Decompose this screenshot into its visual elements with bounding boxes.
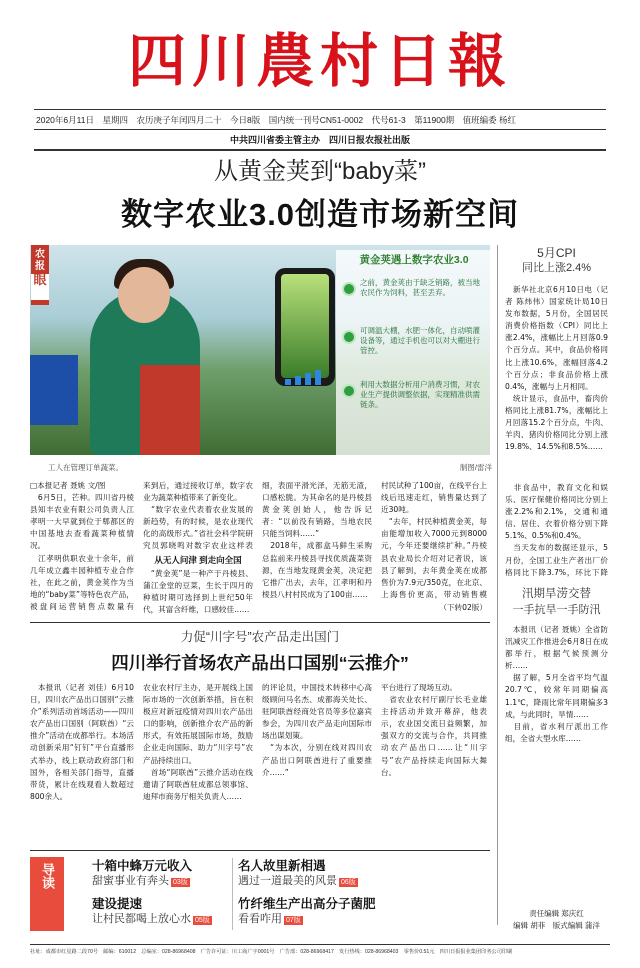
cpi-title: 5月CPI — [537, 246, 576, 260]
graphic-credit: 制图/雷洋 — [459, 463, 492, 472]
footer-line: 社址：成都市红星路二段70号 邮编：610012 总编室：028-86968408 广告许可证：川工商广字0001号 广告部：028-86968417 发行热线：028-86968403 零售价0.51元 四川日报报业集团印务公司印刷 — [30, 944, 610, 958]
guide-item-3-subtext: 遇过一道最美的风景 — [238, 875, 337, 887]
guide-label-text: 导读 — [40, 863, 55, 889]
badge-text: 农报 — [35, 249, 45, 272]
column-badge-eye: 眼 — [31, 274, 49, 300]
guide-item-1-page: 03版 — [173, 879, 188, 886]
guide-item-2-subtext: 让村民都喝上放心水 — [92, 913, 191, 925]
sidebar-divider — [497, 245, 498, 925]
guide-label — [30, 857, 64, 931]
bar-3 — [305, 373, 311, 385]
bar-1 — [285, 379, 291, 385]
info-rule — [34, 129, 606, 130]
info-bullet-2: 可调温大棚，水肥一体化，自动喷灌设备等，通过手机也可以对大棚进行管控。 — [360, 326, 480, 355]
lead-col-1: □本报记者 聂姚 文/图 6月5日，芒种。四川省丹棱县知丰农业有限公司负责人江孝明一大早就到位于郫都区的中国基地去查看蔬菜种植情况。 江孝明供职农业十余年，前几年成立鑫丰园种植专业合作社，在此之前，黄金荚作为当地的“baby菜”等特色农产品，被盘间运营销售点数量有 — [30, 481, 134, 611]
guide-item-4[interactable] — [238, 896, 490, 932]
layout-editor: 编辑 胡菲 版式编辑 蒲洋 — [513, 921, 600, 930]
photo-caption: 工人在管理订单蔬菜。 — [48, 463, 123, 472]
info-bar: 2020年6月11日 星期四 农历庚子年闰四月二十 今日8版 国内统一刊号CN51-0002 代号61-3 第11900期 值班编委 杨红 — [36, 115, 517, 125]
flood-body: 本报讯（记者 聂姚）全省防汛减灾工作推进会6月8日在成都举行，根据气候预测分析…… 据了解，5月全省平均气温20.7℃，较常年同期偏高1.1℃，降雨比常年同期偏多3成，与此同时，旱情…… 目前，省水利厅派出工作组，全省大型水库…… — [505, 625, 608, 743]
guide-divider — [232, 858, 233, 930]
guide-item-4-sub — [238, 912, 490, 927]
cpi-heading — [505, 246, 608, 278]
guide-item-1-subtext: 甜蜜事业有奔头 — [92, 875, 169, 887]
guide-item-2-title: 建设提速 — [92, 897, 143, 911]
second-kicker: 力促“川字号”农产品走出国门 — [180, 630, 340, 644]
infographic-title: 黄金荚遇上数字农业3.0 — [359, 254, 469, 266]
second-headline: 四川举行首场农产品出口国别“云推介” — [111, 653, 409, 673]
publisher-rule — [34, 149, 606, 151]
flood-heading — [505, 586, 608, 620]
masthead — [0, 0, 640, 106]
lead-col-3: 细，表面平滑光泽，无筋无渣，口感松脆。为其命名的是丹棱县黄金荚创始人，他告诉记者：“以前没有销路，当地农民只能当饲料……” 2018年，成都盒马鲜生采购总监前来丹棱县寻找优质蔬菜资源，在当地发现黄金荚，决定把它推广出去，去年，江孝明和丹棱县八村村民成为了100亩…… — [262, 481, 372, 599]
flood-subtitle: 一手抗旱一手防汛 — [512, 604, 601, 616]
guide-item-3-title: 名人故里新相遇 — [238, 859, 326, 873]
info-bullet-1: 之前，黄金荚由于缺乏销路，被当地农民作为饲料，甚至丢弃。 — [360, 278, 480, 297]
guide-item-1[interactable] — [92, 858, 242, 894]
cpi-body: 新华社北京6月10日电（记者 陈炜伟）国家统计局10日发布数据，5月份，全国居民消费价格指数（CPI）同比上涨2.4%，涨幅比上月回落0.9个百分点。其中，食品价格同比上涨10.6%，涨幅回落4.2个百分点；非食品价格上涨0.4%，涨幅与上月相同。 统计显示，食品中，畜肉价格同比上涨81.7%，涨幅比上月回落15.2个百分点，牛肉、羊肉、猪肉价格同比分别上涨19.8%、14.5%和8.5%…… — [505, 285, 608, 452]
second-col-3: 的评论员，中国技术转移中心高级顾问马名杰、成都海关处长、驻阿联酋经商处官员等多位嘉宾参会，为四川农产品走向国际市场出谋划策。 “为本次，分别在线对四川农产品出口阿联酋进行了重要推介……” — [262, 683, 372, 777]
continued-note: （下转02版） — [439, 603, 487, 612]
guide-rule — [30, 850, 490, 851]
second-col-2: 农业农村厅主办，是开展线上国际市场的一次创新举措，旨在积极应对新冠疫情对四川农产品出口的影响，创新推介农产品的新形式，有效拓展国际市场，鼓励企业走向国际、助力“川字号”农产品持续出口。 首场“阿联酋”云推介活动在线邀请了阿联酋驻成都总领事馆、迪拜市商务厅相关负责人…… — [143, 683, 253, 801]
bullet-icon-3 — [342, 384, 356, 398]
lead-subhead: 从无人问津 到走向全国 — [154, 555, 242, 565]
guide-item-4-title: 竹纤维生产出高分子菌肥 — [238, 897, 376, 911]
lead-kicker: 从黄金荚到“baby菜” — [213, 158, 427, 185]
lead-col-4: 村民试种了100亩，在线平台上线后迅速走红，销售量达到了近30吨。 “去年，村民种植黄金荚，每亩能增加收入7000元到8000元，今年还要继续扩种。”丹棱县农业局长介绍对记者说，该县了解到，去年黄金荚在成都售价为7.9元/350克，在北京、上海售价更高，带动销售模 — [381, 481, 487, 599]
bullet-icon-1 — [342, 282, 356, 296]
duty-editor: 责任编辑 郑庆红 — [529, 909, 584, 918]
flood-title: 汛期旱涝交替 — [522, 588, 591, 600]
publisher-line: 中共四川省委主管主办 四川日报农报社出版 — [229, 135, 410, 145]
guide-item-2[interactable] — [92, 896, 242, 932]
guide-item-1-sub — [92, 874, 242, 889]
guide-item-3-sub — [238, 874, 490, 889]
newspaper-title: 四川農村日報 — [127, 27, 512, 95]
phone-screen — [281, 274, 329, 378]
vegetable-crate — [30, 355, 78, 425]
lead-col-2-wrap — [143, 480, 253, 614]
guide-item-3[interactable] — [238, 858, 490, 894]
worker-apron — [140, 365, 200, 455]
second-col-4: 平台进行了现场互动。 省农业农村厅副厅长毛业雄主持活动并致开幕辞，他表示，农业国交流日益频繁，加强双方的交流与合作，共同推动农产品出口……让“川字号”农产品持续走向国际大舞台。 — [381, 683, 487, 777]
second-story-rule — [30, 622, 490, 623]
guide-item-4-subtext: 看看咋用 — [238, 913, 282, 925]
guide-item-3-page: 06版 — [341, 879, 356, 886]
bullet-icon-2 — [342, 330, 356, 344]
guide-item-4-page: 07版 — [286, 917, 301, 924]
lead-headline: 数字农业3.0创造市场新空间 — [120, 197, 520, 232]
lead-col-2: 来到后，通过接收订单，数字农业为蔬菜种植带来了新变化。 “数字农业代表着农业发展的新趋势，有的时候，是农业现代化的高级形式。”省社会科学院研究员郭晓鸣对数字农业这样表 — [143, 481, 253, 551]
info-bullet-3: 利用大数据分析用户消费习惯，对农业生产提供调整依据，实现精准供需链条。 — [360, 380, 480, 409]
bar-2 — [295, 376, 301, 385]
phone-graphic — [275, 268, 335, 386]
worker-head — [118, 267, 170, 323]
guide-item-1-title: 十箱中蜂万元收入 — [92, 859, 193, 873]
top-rule — [34, 109, 606, 110]
bar-4 — [315, 370, 321, 385]
guide-item-2-sub — [92, 912, 242, 927]
cpi-subtitle: 同比上涨2.4% — [521, 262, 592, 274]
second-col-1: 本报讯（记者 刘佳）6月10日，四川农产品出口国别“云推介”系列活动首场活动——四川农产品出口国别（阿联酋）“云推介”活动在成都举行。本场活动创新采用“钉钉”平台直播形式举办，线上联动政府部门和国外，各相关部门指导，直播带货，累计在线观看人数超过800余人。 — [30, 683, 134, 801]
editor-credits — [505, 908, 608, 938]
lead-col-2b: “黄金荚”是一种产于丹棱县、蒲江金堂的豆菜，生长于四月的种植时期可选择到上世纪50年代，其富含纤维，口感较佳…… — [143, 569, 253, 614]
bar-graphic — [285, 370, 325, 385]
guide-item-2-page: 05版 — [195, 917, 210, 924]
cpi-body-2: 非食品中，教育文化和娱乐、医疗保健价格同比分别上涨2.2%和2.1%，交通和通信、居住、衣着价格分别下降5.1%、0.5%和0.4%。 当天发布的数据还显示，5月份，全国工业生产者出厂价格同比下降3.7%，环比下降 — [505, 483, 608, 577]
